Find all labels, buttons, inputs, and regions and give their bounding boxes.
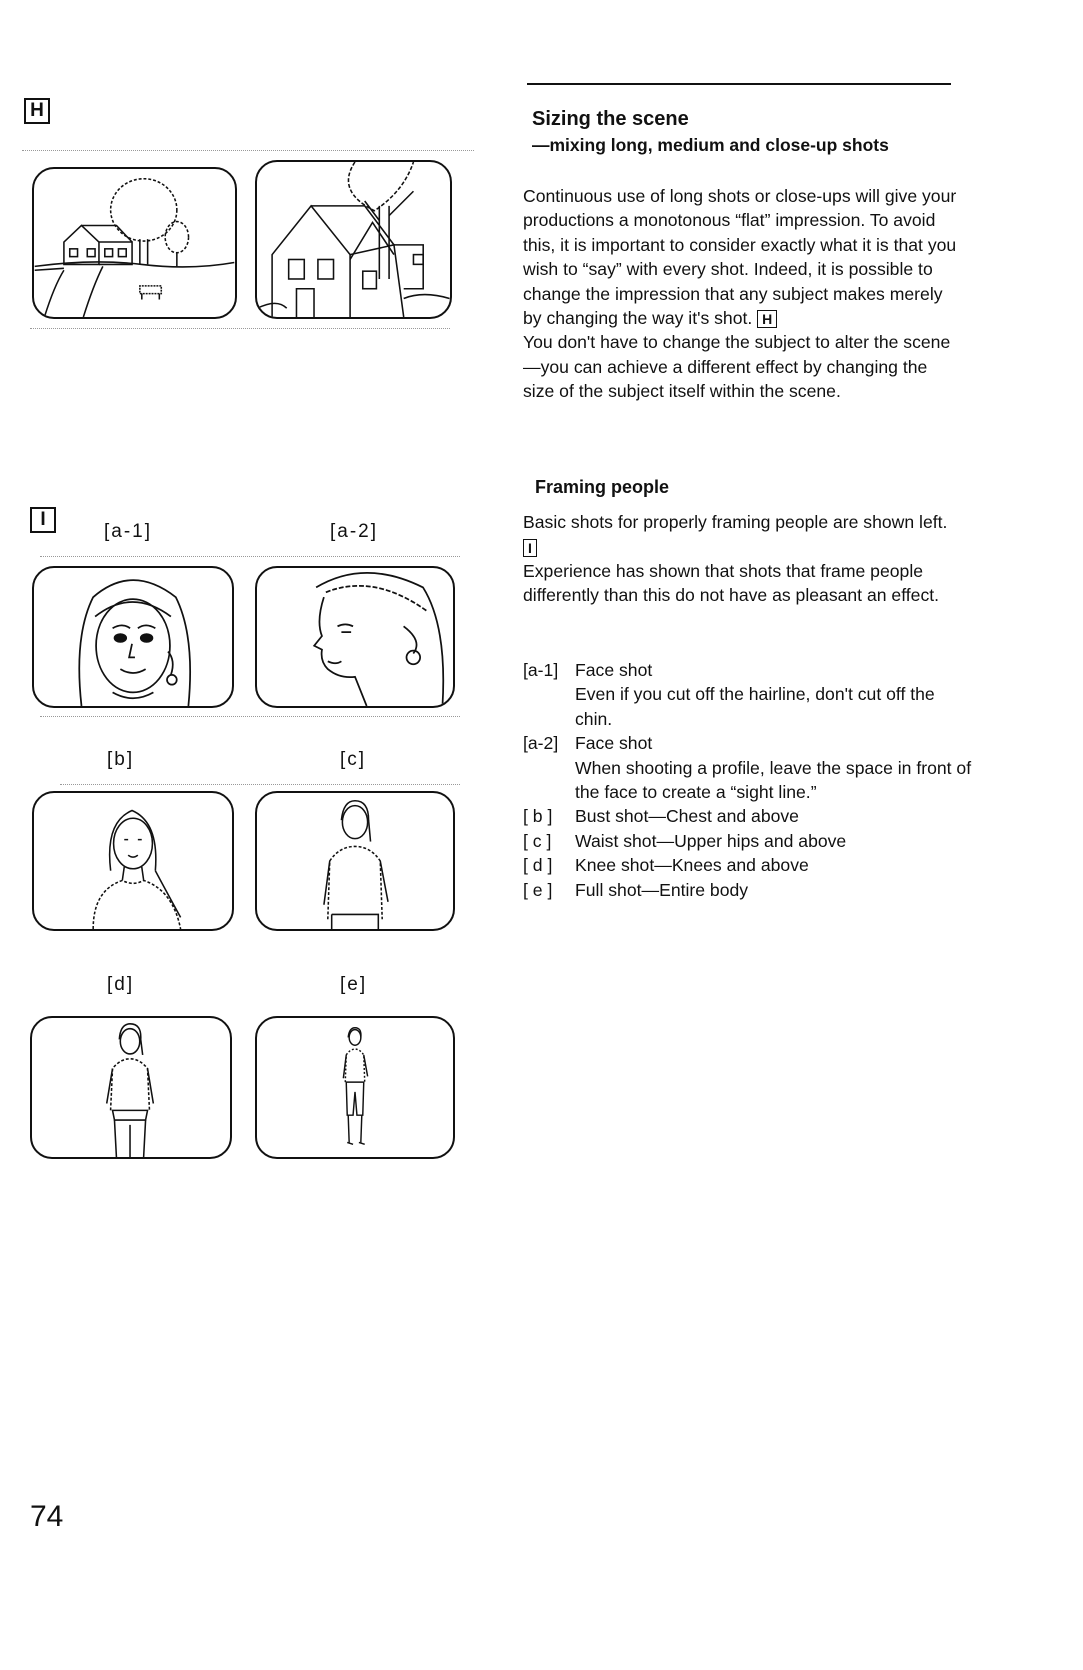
list-item-detail: When shooting a profile, leave the space in front of the face to create a “sight line.”: [575, 757, 972, 803]
waist-shot: [255, 791, 455, 931]
face-front-illustration: [34, 568, 232, 706]
medium-shot-scene: [255, 160, 452, 319]
full-shot: [255, 1016, 455, 1159]
framing-paragraph-1: [523, 510, 963, 559]
shot-label-e: [e]: [340, 974, 368, 995]
face-profile-illustration: [257, 568, 453, 706]
list-item: [523, 829, 973, 853]
section-title: Sizing the scene: [532, 108, 689, 130]
list-item: [523, 658, 973, 731]
bust-shot-illustration: [34, 793, 232, 929]
list-item-key: [a-1]: [523, 660, 559, 680]
intro-paragraph-1: [523, 184, 963, 330]
framing-text: [523, 510, 963, 608]
figure-ref-i: I: [523, 539, 537, 557]
list-item-key: [a-2]: [523, 733, 559, 754]
intro-paragraph-2: You don't have to change the subject to alter the scene—you can achieve a different effect by changing the size of the subject itself within the scene.: [523, 332, 951, 402]
bust-shot: [32, 791, 234, 931]
framing-paragraph-1-text: Basic shots for properly framing people are shown left.: [523, 512, 948, 532]
face-shot-front: [32, 566, 234, 708]
list-item-title: Knee shot—Knees and above: [575, 855, 809, 876]
list-item-title: Face shot: [575, 660, 653, 680]
knee-shot-illustration: [32, 1018, 230, 1157]
figure-ref-h: H: [757, 310, 777, 328]
list-item-title: Waist shot—Upper hips and above: [575, 830, 847, 851]
shot-label-d: [d]: [107, 974, 135, 995]
long-shot-illustration: [34, 169, 235, 317]
list-item: [523, 731, 973, 804]
shot-label-a2: [a-2]: [330, 521, 379, 542]
shot-types-list: [523, 658, 973, 902]
list-item-key: [ e ]: [523, 879, 553, 900]
framing-paragraph-2: Experience has shown that shots that frame people differently than this do not have as pleasant an effect.: [523, 560, 940, 606]
figure-label-i: I: [30, 507, 56, 533]
list-item-title: Full shot—Entire body: [575, 879, 749, 900]
long-shot-scene: [32, 167, 237, 319]
list-item-key: [ b ]: [523, 806, 553, 827]
list-item: [523, 804, 973, 828]
shot-label-c: [c]: [340, 749, 367, 770]
medium-shot-illustration: [257, 162, 450, 317]
face-shot-profile: [255, 566, 455, 708]
intro-text: [523, 184, 963, 404]
list-item-key: [ d ]: [523, 855, 553, 876]
waist-shot-illustration: [257, 793, 453, 929]
shot-label-a1: [a-1]: [104, 521, 153, 542]
page-number: 74: [30, 1500, 64, 1533]
list-item-key: [ c ]: [523, 830, 552, 851]
framing-heading: Framing people: [535, 477, 670, 497]
figure-label-h: H: [24, 98, 50, 124]
knee-shot: [30, 1016, 232, 1159]
list-item-detail: Even if you cut off the hairline, don't cut off the chin.: [575, 684, 935, 729]
list-item: [523, 853, 973, 877]
shot-label-b: [b]: [107, 749, 135, 770]
list-item-title: Bust shot—Chest and above: [575, 806, 799, 827]
full-shot-illustration: [257, 1018, 453, 1157]
list-item: [523, 878, 973, 902]
list-item-title: Face shot: [575, 733, 653, 754]
section-rule: [527, 83, 951, 85]
section-subtitle: —mixing long, medium and close-up shots: [532, 135, 889, 155]
intro-paragraph-1-text: Continuous use of long shots or close-ups will give your productions a monotonous “flat” impression. To avoid this, it is important to consider exactly what it is that you wish to “say” with every shot. Indeed, it is possible to change the impression that any subject makes merely by changing the way it's shot.: [523, 186, 957, 329]
